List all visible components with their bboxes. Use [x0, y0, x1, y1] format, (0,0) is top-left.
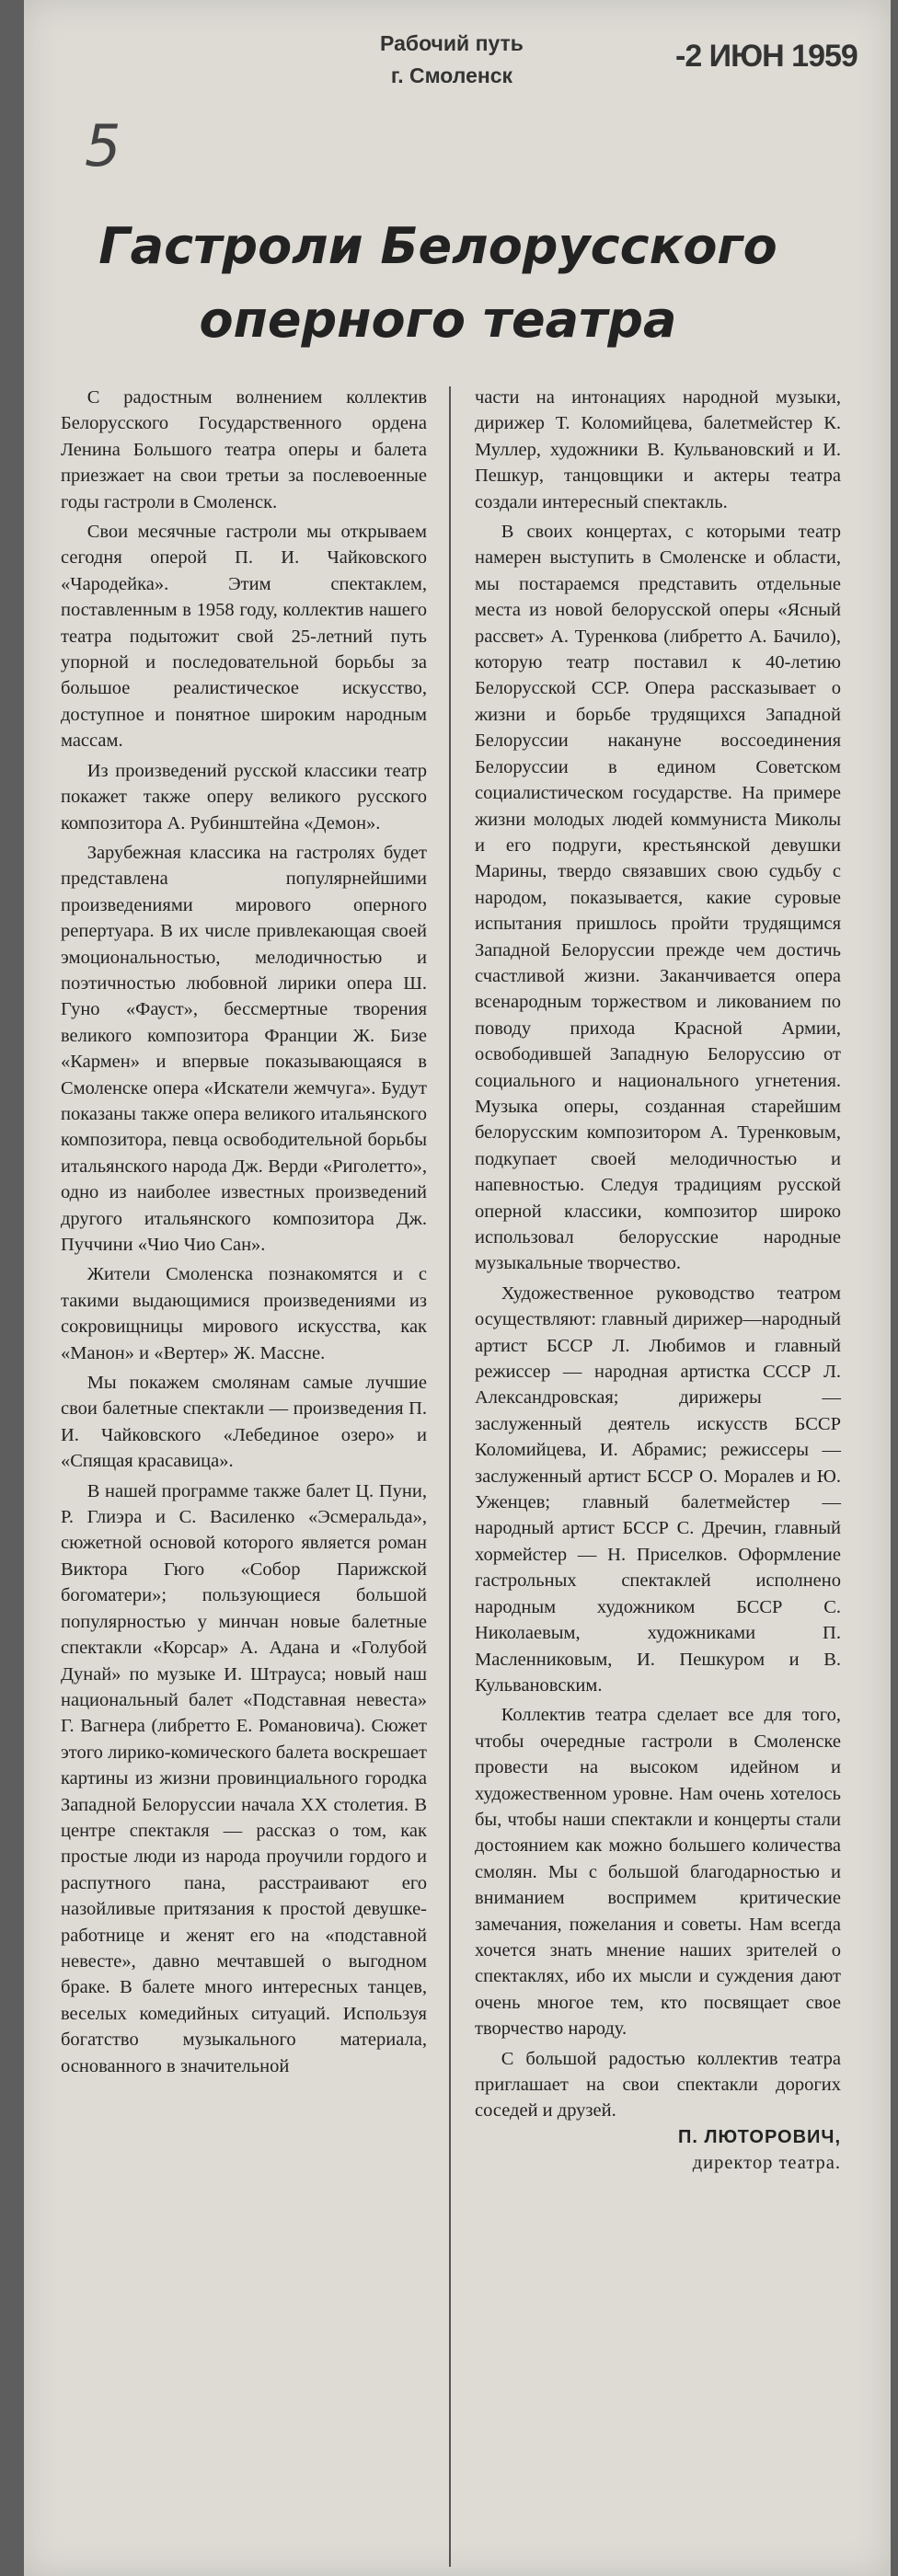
left-column: [61, 385, 427, 2079]
paragraph: Коллектив театра сделает все для того, чтобы очередные гастроли в Смоленске провести на высоком идейном и художественном уровне. Нам очень хотелось бы, чтобы наши спектакли и концерты стали достоянием как можно большего количества смолян. Мы с большой благодарностью и вниманием воспримем критические замечания, пожелания и советы. Нам всегда хочется знать мнение наших зрителей о спектаклях, ибо их мысли и суждения дают очень многое тем, кто посвящает свое творчество народу.: [475, 1705, 841, 2040]
handwritten-number: 5: [85, 112, 121, 179]
paragraph: С радостным волнением коллектив Белорусского Государственного ордена Ленина Большого театра оперы и балета приезжает на свои третьи за послевоенные годы гастроли в Смоленск.: [61, 387, 427, 512]
paragraph: Художественное руководство театром осуществляют: главный дирижер—народный артист БССР Л. Любимов и главный режиссер — народная артистка СССР Л. Александровская; дирижеры — заслуженный деятель искусств БССР Коломийцева, И. Абрамис; режиссеры — заслуженный артист БССР О. Моралев и Ю. Уженцев; главный балетмейстер — народный артист БССР С. Дречин, главный хормейстер — Н. Приселков. Оформление гастрольных спектаклей исполнено народным художником БССР С. Николаевым, художниками П. Масленниковым, И. Пешкуром и В. Кульвановским.: [475, 1282, 841, 1696]
right-column: [475, 385, 841, 2177]
author-role: директор театра.: [692, 2153, 841, 2174]
article-headline: [79, 210, 797, 357]
paragraph: С большой радостью коллектив театра приглашает на свои спектакли дорогих соседей и друзей.: [475, 2048, 841, 2122]
paragraph: Свои месячные гастроли мы открываем сегодня оперой П. И. Чайковского «Чародейка». Этим спектаклем, поставленным в 1958 году, коллектив нашего театра подытожит свой 25-летний путь упорной и последовательной борьбы за большое реалистическое искусство, доступное и понятное широким народным массам.: [61, 522, 427, 752]
headline-line-2: оперного театра: [199, 291, 677, 349]
headline-line-1: Гастроли Белорусского: [98, 217, 777, 275]
source-stamp: [355, 28, 548, 92]
paragraph: Жители Смоленска познакомятся и с такими выдающимися произведениями из сокровищницы мирового искусства, как «Манон» и «Вертер» Ж. Массне.: [61, 1264, 427, 1363]
paragraph: Зарубежная классика на гастролях будет представлена популярнейшими произведениями мирового оперного репертуара. В их числе привлекающая своей эмоциональностью, мелодичностью и поэтичностью любовной лирики опера Ш. Гуно «Фауст», бессмертные творения великого композитора Франции Ж. Бизе «Кармен» и впервые показывающаяся в Смоленске опера «Искатели жемчуга». Будут показаны также опера великого итальянского композитора, певца освободительной борьбы итальянского народа Дж. Верди «Риголетто», одно из наиболее известных произведений другого итальянского композитора Дж. Пуччини «Чио Чио Сан».: [61, 842, 427, 1255]
paragraph: В нашей программе также балет Ц. Пуни, Р. Глиэра и С. Василенко «Эсмеральда», сюжетной основой которого является роман Виктора Гюго «Собор Парижской богоматери»; пользующиеся большой популярностью у минчан новые балетные спектакли «Корсар» А. Адана и «Голубой Дунай» по музыке И. Штрауса; новый наш национальный балет «Подставная невеста» Г. Вагнера (либретто Е. Романовича). Сюжет этого лирико-комического балета воскрешает картины из жизни провинциального городка Западной Белоруссии начала XX столетия. В центре спектакля — рассказ о том, как простые люди из народа проучили гордого и распутного пана, расстраивают его назойливые притязания к простой девушке-работнице и женят его на «подставной невесте», давно мечтавшей о выгодном браке. В балете много интересных танцев, веселых комедийных ситуаций. Используя богатство музыкального материала, основанного в значительной: [61, 1480, 427, 2076]
paragraph-continued: части на интонациях народной музыки, дирижер Т. Коломийцева, балетмейстер К. Муллер, художники В. Кульвановский и И. Пешкур, танцовщики и актеры театра создали интересный спектакль.: [475, 387, 841, 512]
date-stamp: -2 ИЮН 1959: [675, 39, 858, 74]
author-signature: П. ЛЮТОРОВИЧ,: [678, 2126, 841, 2147]
newspaper-name: Рабочий путь: [380, 31, 524, 55]
clipping-sheet: [24, 0, 891, 2576]
paragraph: Мы покажем смолянам самые лучшие свои балетные спектакли — произведения П. И. Чайковского «Лебединое озеро» и «Спящая красавица».: [61, 1373, 427, 1472]
column-divider: [449, 386, 451, 2567]
newspaper-city: г. Смоленск: [390, 63, 513, 87]
paragraph: Из произведений русской классики театр покажет также оперу великого русского композитора А. Рубинштейна «Демон».: [61, 760, 427, 834]
paragraph: В своих концертах, с которыми театр намерен выступить в Смоленске и области, мы постараемся представить отдельные места из новой белорусской оперы «Ясный рассвет» А. Туренкова (либретто А. Бачило), которую театр поставил к 40-летию Белорусской ССР. Опера рассказывает о жизни и борьбе трудящихся Западной Белоруссии накануне воссоединения Белоруссии в едином Советском социалистическом государстве. На примере жизни молодых людей коммуниста Миколы и его подруги, крестьянской девушки Марины, твердо связавших свою судьбу с народом, показывается, какие суровые испытания пришлось пройти трудящимся Западной Белоруссии прежде чем достичь счастливой жизни. Заканчивается опера всенародным торжеством и ликованием по поводу прихода Красной Армии, освободившей Западную Белоруссию от социального и национального угнетения. Музыка оперы, созданная старейшим белорусским композитором А. Туренковым, подкупает своей мелодичностью и напевностью. Следуя традициям русской оперной классики, композитор широко использовал белорусские народные музыкальные творчество.: [475, 522, 841, 1274]
